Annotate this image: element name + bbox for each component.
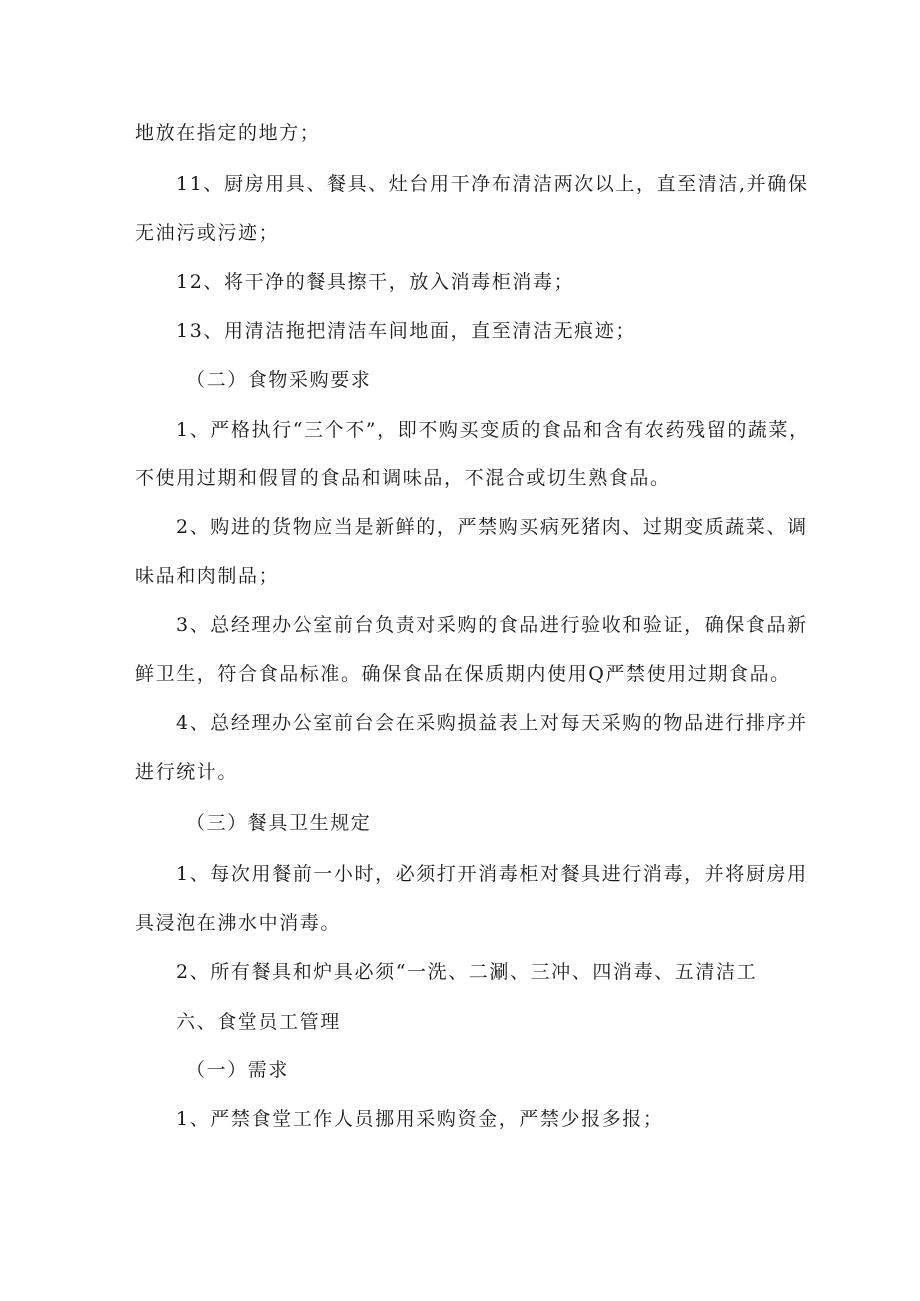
- text-line: 地放在指定的地方；: [135, 122, 321, 144]
- section-heading: （二）食物采购要求: [186, 369, 372, 391]
- section-heading: （一）需求: [186, 1059, 290, 1081]
- text-line: 12、将干净的餐具擦干，放入消毒柜消毒；: [176, 271, 575, 293]
- text-line: 不使用过期和假冒的食品和调味品，不混合或切生熟食品。: [135, 467, 671, 489]
- text-line: 13、用清洁拖把清洁车间地面，直至清洁无痕迹；: [176, 320, 636, 342]
- text-line: 进行统计。: [135, 761, 239, 783]
- text-line: 1、严格执行“三个不”，即不购买变质的食品和含有农药残留的蔬菜，: [176, 419, 810, 441]
- text-line: 1、严禁食堂工作人员挪用采购资金，严禁少报多报；: [176, 1108, 664, 1130]
- section-heading: （三）餐具卫生规定: [186, 812, 372, 834]
- text-line: 味品和肉制品；: [135, 565, 280, 587]
- text-line: 1、每次用餐前一小时，必须打开消毒柜对餐具进行消毒，并将厨房用: [176, 863, 808, 885]
- text-line: 2、购进的货物应当是新鲜的，严禁购买病死猪肉、过期变质蔬菜、调: [176, 516, 808, 538]
- text-line: 具浸泡在沸水中消毒。: [135, 912, 342, 934]
- text-line: 11、厨房用具、餐具、灶台用干净布清洁两次以上，直至清洁,并确保: [176, 173, 809, 195]
- text-line: 2、所有餐具和炉具必须“一洗、二涮、三冲、四消毒、五清洁工: [176, 961, 758, 983]
- chapter-heading: 六、食堂员工管理: [176, 1011, 341, 1033]
- text-line: 4、总经理办公室前台会在采购损益表上对每天采购的物品进行排序并: [176, 712, 808, 734]
- text-line: 无油污或污迹；: [135, 222, 280, 244]
- text-line: 3、总经理办公室前台负责对采购的食品进行验收和验证，确保食品新: [176, 614, 808, 636]
- text-line: 鲜卫生，符合食品标准。确保食品在保质期内使用Q严禁使用过期食品。: [135, 663, 791, 685]
